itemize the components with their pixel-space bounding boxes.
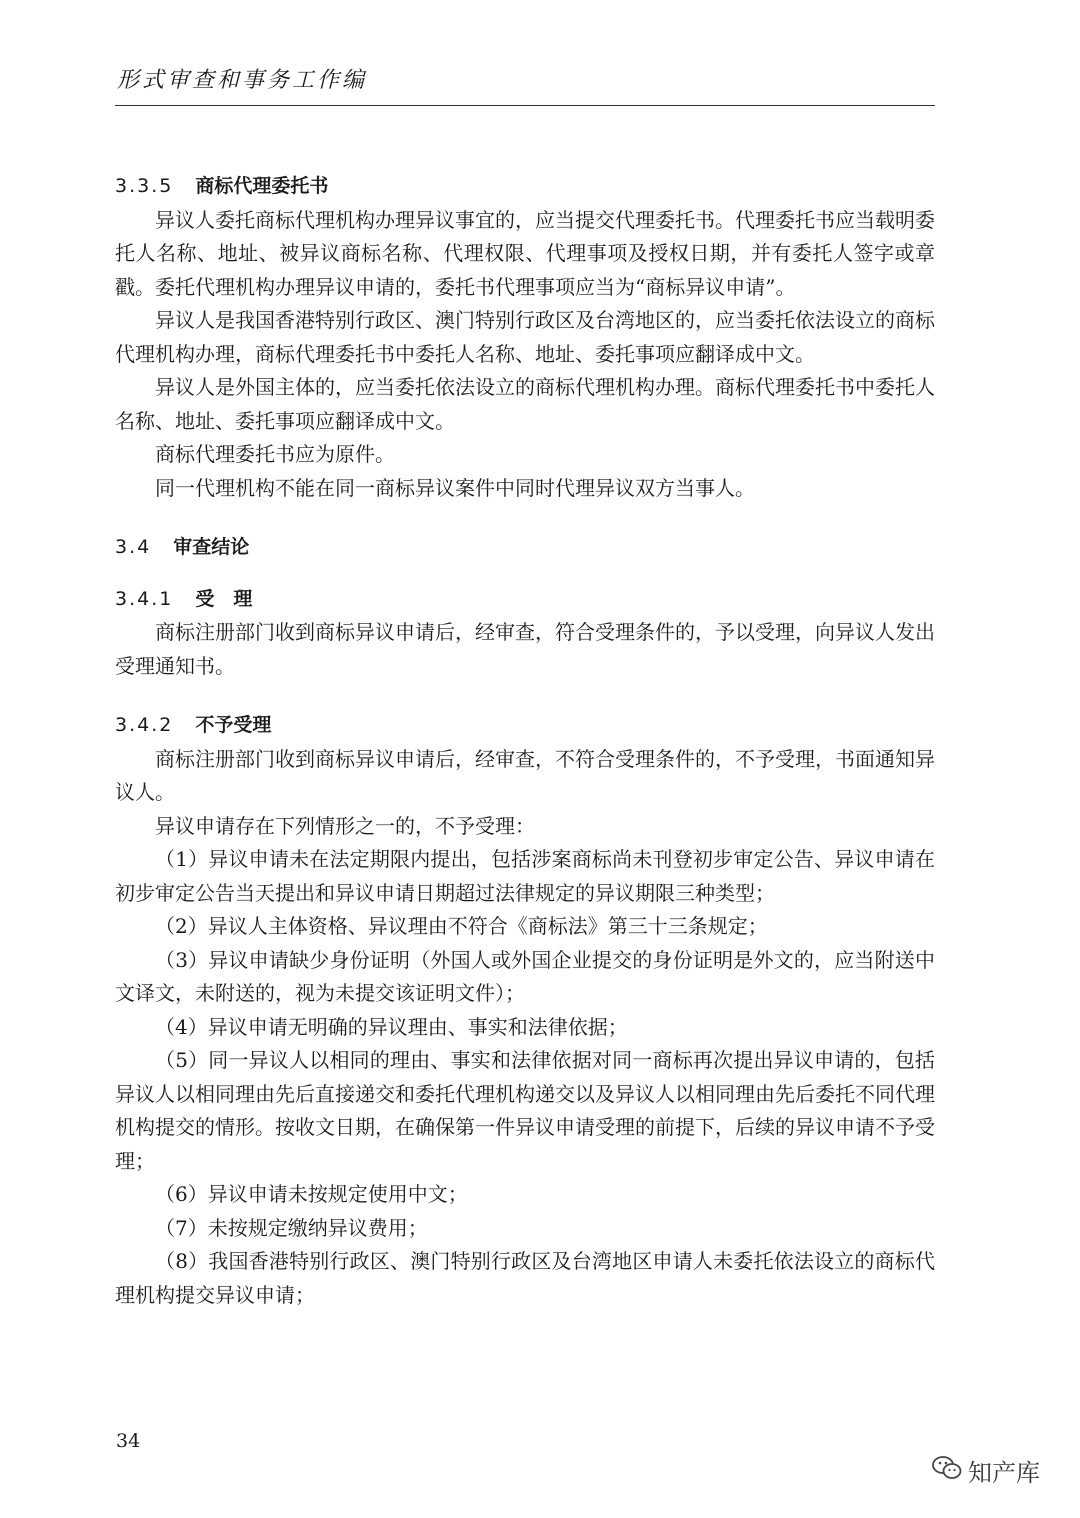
watermark-label: 知产库 — [968, 1459, 1040, 1487]
list-item: （3）异议申请缺少身份证明（外国人或外国企业提交的身份证明是外文的，应当附送中文译文，未附送的，视为未提交该证明文件）； — [115, 947, 935, 1005]
running-header: 形式审查和事务工作编 — [117, 68, 368, 93]
paragraph: 同一代理机构不能在同一商标异议案件中同时代理异议双方当事人。 — [155, 475, 755, 500]
paragraph: 异议人委托商标代理机构办理异议事宜的，应当提交代理委托书。代理委托书应当载明委托人名称、地址、被异议商标名称、代理权限、代理事项及授权日期，并有委托人签字或章戳。委托代理机构办理异议申请的，委托书代理事项应当为“商标异议申请”。 — [115, 207, 935, 299]
section-number: 3.4.2 — [115, 714, 174, 736]
list-item: （8）我国香港特别行政区、澳门特别行政区及台湾地区申请人未委托依法设立的商标代理机构提交异议申请； — [115, 1249, 935, 1307]
section-number: 3.3.5 — [115, 175, 174, 197]
header-rule — [115, 105, 935, 106]
spacer — [115, 505, 935, 531]
section-number: 3.4 — [115, 536, 152, 558]
page-number: 34 — [116, 1430, 141, 1452]
spacer — [115, 565, 935, 583]
spacer — [115, 683, 935, 709]
paragraph: 商标注册部门收到商标异议申请后，经审查，不符合受理条件的，不予受理，书面通知异议人。 — [115, 746, 935, 804]
watermark — [932, 1453, 1040, 1488]
paragraph: 商标代理委托书应为原件。 — [155, 442, 395, 466]
list-item: （7）未按规定缴纳异议费用； — [155, 1215, 428, 1240]
section-number: 3.4.1 — [115, 587, 174, 610]
wechat-icon — [932, 1455, 962, 1487]
section-title: 商标代理委托书 — [195, 175, 329, 197]
list-item: （1）异议申请未在法定期限内提出，包括涉案商标尚未刊登初步审定公告、异议申请在初步审定公告当天提出和异议申请日期超过法律规定的异议期限三种类型； — [115, 847, 935, 905]
list-item: （2）异议人主体资格、异议理由不符合《商标法》第三十三条规定； — [155, 914, 768, 938]
section-heading-3-4-2 — [115, 709, 935, 743]
page-body — [115, 170, 935, 1312]
paragraph: 异议申请存在下列情形之一的，不予受理： — [155, 813, 535, 838]
list-item: （4）异议申请无明确的异议理由、事实和法律依据； — [155, 1014, 628, 1039]
section-title: 不予受理 — [195, 714, 272, 736]
section-heading-3-4-1 — [115, 583, 935, 617]
list-item: （6）异议申请未按规定使用中文； — [155, 1182, 468, 1206]
paragraph: 商标注册部门收到商标异议申请后，经审查，符合受理条件的，予以受理，向异议人发出受理通知书。 — [115, 620, 935, 678]
section-heading-3-4 — [115, 531, 935, 565]
list-item: （5）同一异议人以相同的理由、事实和法律依据对同一商标再次提出异议申请的，包括异议人以相同理由先后直接递交和委托代理机构递交以及异议人以相同理由先后委托不同代理机构提交的情形。按收文日期，在确保第一件异议申请受理的前提下，后续的异议申请不予受理； — [115, 1048, 935, 1173]
section-title: 审查结论 — [173, 536, 250, 558]
section-heading-3-3-5 — [115, 170, 935, 204]
paragraph: 异议人是我国香港特别行政区、澳门特别行政区及台湾地区的，应当委托依法设立的商标代理机构办理，商标代理委托书中委托人名称、地址、委托事项应翻译成中文。 — [115, 308, 935, 366]
paragraph: 异议人是外国主体的，应当委托依法设立的商标代理机构办理。商标代理委托书中委托人名称、地址、委托事项应翻译成中文。 — [115, 375, 935, 433]
section-title: 受 理 — [195, 587, 253, 610]
